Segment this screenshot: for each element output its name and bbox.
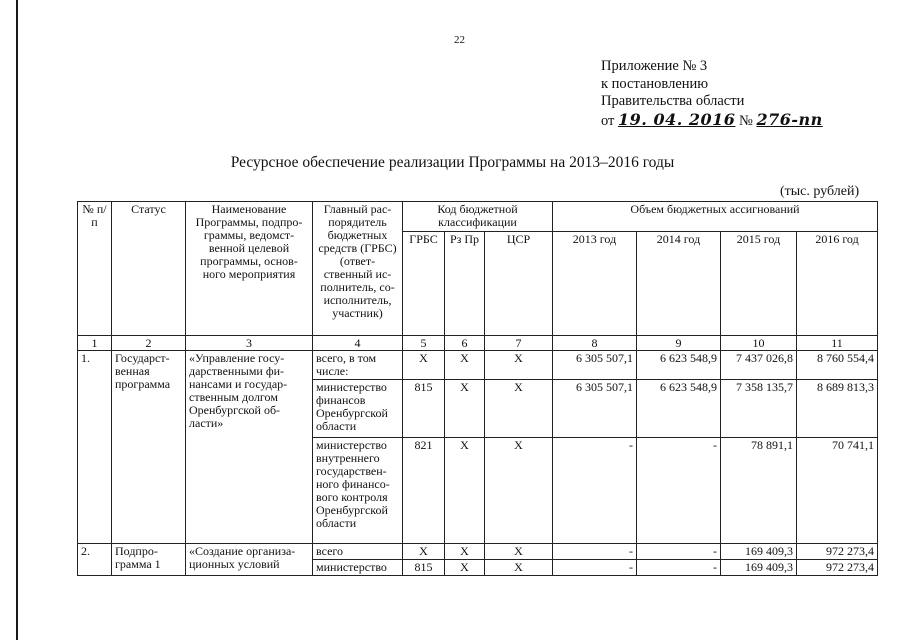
appendix-date-line <box>601 111 823 131</box>
rzpr-code: X <box>445 544 485 560</box>
header-volume: Объем бюджетных ассигнований <box>553 202 878 232</box>
header-num: № п/п <box>78 202 112 336</box>
grbs-code: 821 <box>403 438 445 544</box>
grbs-text: всего <box>313 544 403 560</box>
column-number: 10 <box>721 336 797 351</box>
column-number: 5 <box>403 336 445 351</box>
value-2015: 169 409,3 <box>721 544 797 560</box>
row-num: 1. <box>78 351 112 544</box>
document-title: Ресурсное обеспечение реализации Программы на 2013–2016 годы <box>230 154 675 171</box>
column-number: 3 <box>186 336 313 351</box>
grbs-code: 815 <box>403 380 445 438</box>
grbs-text: всего, в том числе: <box>313 351 403 380</box>
column-number: 4 <box>313 336 403 351</box>
column-number: 9 <box>637 336 721 351</box>
rzpr-code: X <box>445 560 485 576</box>
value-2014: - <box>637 560 721 576</box>
handwritten-date: 19. 04. 2016 <box>618 109 736 129</box>
grbs-text: министерство <box>313 560 403 576</box>
value-2013: 6 305 507,1 <box>553 380 637 438</box>
csr-code: X <box>485 351 553 380</box>
column-number: 11 <box>797 336 878 351</box>
value-2014: - <box>637 544 721 560</box>
value-2014: - <box>637 438 721 544</box>
value-2016: 70 741,1 <box>797 438 878 544</box>
rzpr-code: X <box>445 351 485 380</box>
grbs-text: министерство финансов Оренбургской области <box>313 380 403 438</box>
rzpr-code: X <box>445 438 485 544</box>
column-number: 6 <box>445 336 485 351</box>
value-2015: 7 437 026,8 <box>721 351 797 380</box>
grbs-code: X <box>403 351 445 380</box>
column-number: 7 <box>485 336 553 351</box>
row-status: Подпро-грамма 1 <box>112 544 186 576</box>
appendix-line-2: к постановлению <box>601 75 709 92</box>
appendix-block <box>601 58 823 130</box>
row-name: «Управление госу-дарственными фи-нансами и государ-ственным долгом Оренбургской об-ласти» <box>186 351 313 544</box>
page-number: 22 <box>454 34 465 46</box>
value-2014: 6 623 548,9 <box>637 351 721 380</box>
value-2015: 169 409,3 <box>721 560 797 576</box>
column-number: 8 <box>553 336 637 351</box>
column-number: 1 <box>78 336 112 351</box>
header-2014: 2014 год <box>637 232 721 336</box>
value-2013: - <box>553 560 637 576</box>
grbs-text: министерство внутреннего государствен-ного финансо-вого контроля Оренбургской области <box>313 438 403 544</box>
column-number-row <box>78 336 878 351</box>
header-status: Статус <box>112 202 186 336</box>
row-status: Государст-венная программа <box>112 351 186 544</box>
appendix-line-3: Правительства области <box>601 93 745 109</box>
value-2013: - <box>553 438 637 544</box>
table-row <box>78 351 878 380</box>
header-2016: 2016 год <box>797 232 878 336</box>
header-rzpr: Рз Пр <box>445 232 485 336</box>
value-2013: - <box>553 544 637 560</box>
header-grbs-main: Главный рас-порядитель бюджетных средств (ГРБС) (ответ-ственный ис-полнитель, со-исполнитель, участник) <box>313 202 403 336</box>
value-2015: 7 358 135,7 <box>721 380 797 438</box>
value-2016: 8 760 554,4 <box>797 351 878 380</box>
date-prefix: от <box>601 112 615 129</box>
scan-edge-line <box>16 0 18 640</box>
value-2016: 972 273,4 <box>797 544 878 560</box>
value-2016: 8 689 813,3 <box>797 380 878 438</box>
value-2013: 6 305 507,1 <box>553 351 637 380</box>
row-num: 2. <box>78 544 112 576</box>
table-row <box>78 544 878 560</box>
header-name: Наименование Программы, подпро-граммы, ведомст-венной целевой программы, основ-ного мероприятия <box>186 202 313 336</box>
header-2013: 2013 год <box>553 232 637 336</box>
handwritten-number: 276-пп <box>756 109 823 129</box>
value-2015: 78 891,1 <box>721 438 797 544</box>
appendix-line-1: Приложение № 3 <box>601 58 708 74</box>
header-grbs: ГРБС <box>403 232 445 336</box>
resource-table <box>77 201 878 576</box>
row-name: «Создание организа-ционных условий <box>186 544 313 576</box>
grbs-code: X <box>403 544 445 560</box>
value-2016: 972 273,4 <box>797 560 878 576</box>
csr-code: X <box>485 544 553 560</box>
header-csr: ЦСР <box>485 232 553 336</box>
units-note: (тыс. рублей) <box>780 184 860 199</box>
rzpr-code: X <box>445 380 485 438</box>
csr-code: X <box>485 560 553 576</box>
value-2014: 6 623 548,9 <box>637 380 721 438</box>
header-2015: 2015 год <box>721 232 797 336</box>
csr-code: X <box>485 380 553 438</box>
column-number: 2 <box>112 336 186 351</box>
grbs-code: 815 <box>403 560 445 576</box>
csr-code: X <box>485 438 553 544</box>
header-budget-code: Код бюджетной классификации <box>403 202 553 232</box>
number-label: № <box>739 112 753 129</box>
